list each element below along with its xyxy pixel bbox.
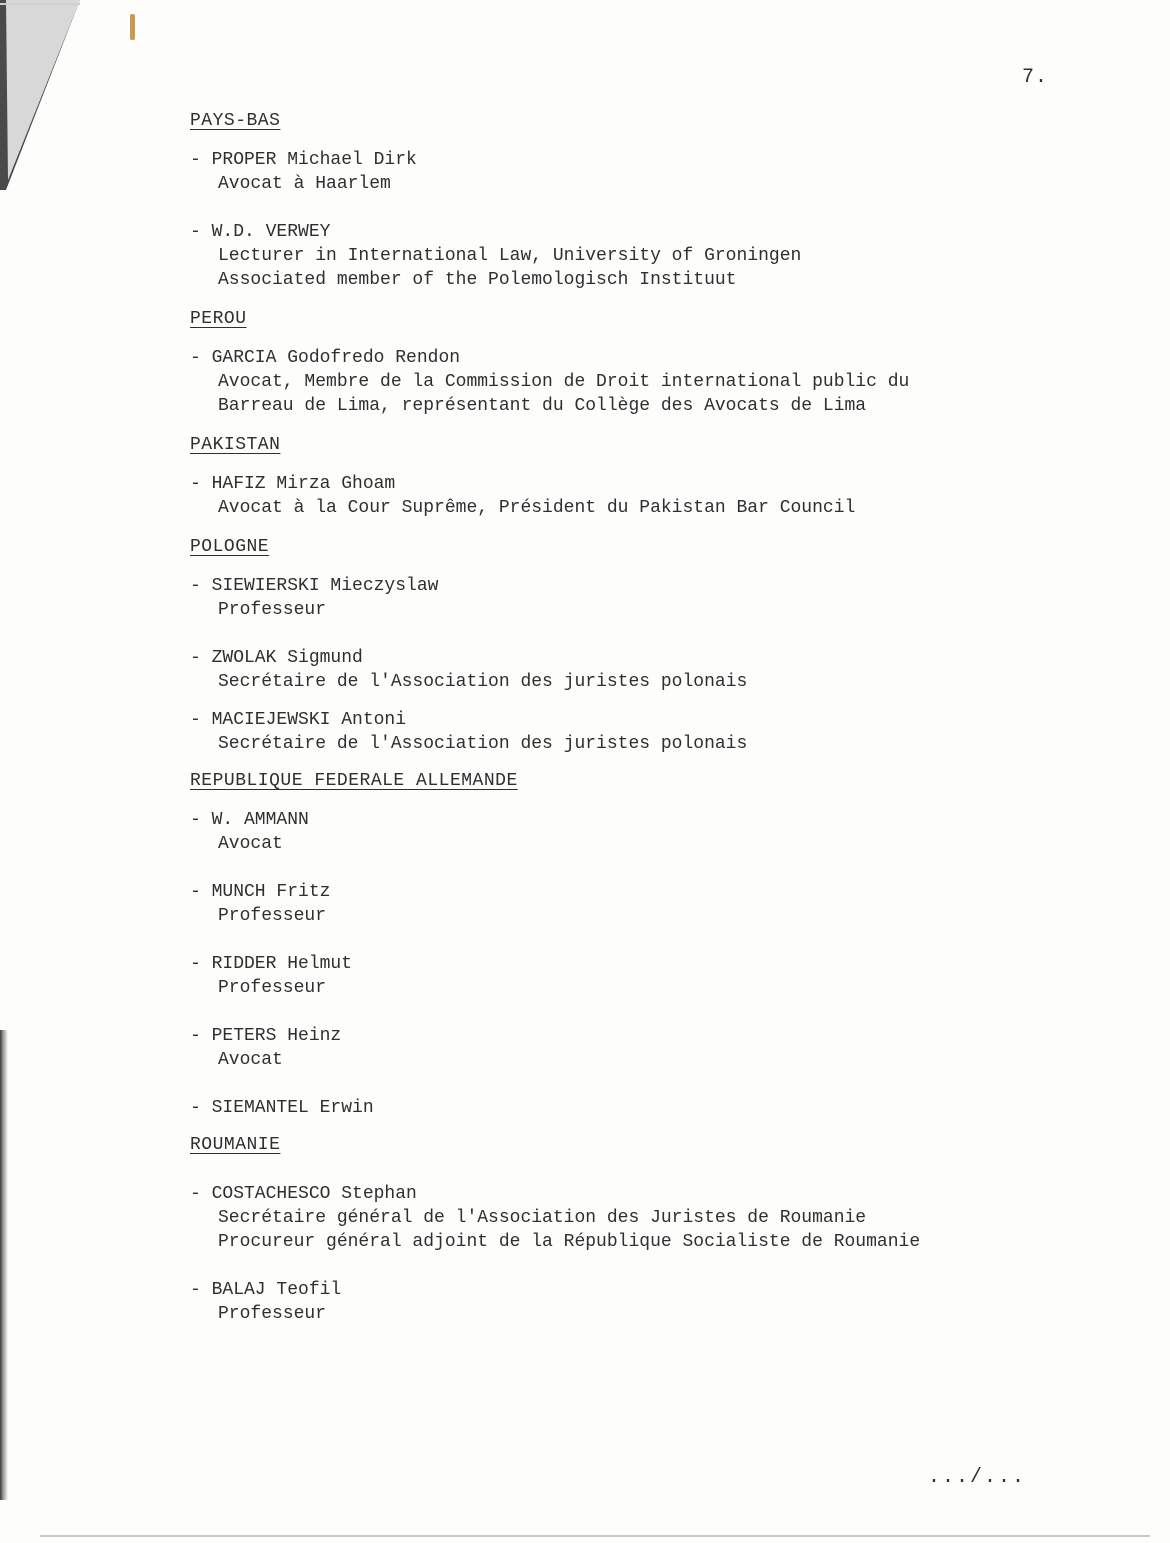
participant-title: Professeur <box>218 1304 327 1324</box>
list-item <box>190 472 1090 520</box>
list-item <box>190 708 1090 756</box>
staple-mark <box>130 14 135 40</box>
section-roumanie <box>190 1132 1090 1326</box>
participant-name: - GARCIA Godofredo Rendon <box>190 348 461 368</box>
participant-title: Professeur <box>218 906 327 926</box>
country-heading: REPUBLIQUE FEDERALE ALLEMANDE <box>190 771 518 791</box>
participant-title: Avocat à Haarlem <box>218 174 391 194</box>
section-pologne <box>190 534 1090 756</box>
participant-name: - SIEMANTEL Erwin <box>190 1098 374 1118</box>
participant-name: - PETERS Heinz <box>190 1026 342 1046</box>
list-item <box>190 808 1090 856</box>
list-item <box>190 220 1090 292</box>
participant-title: Professeur <box>218 978 327 998</box>
section-republique-federale-allemande <box>190 768 1090 1120</box>
participant-list <box>190 108 1090 1326</box>
list-item <box>190 148 1090 196</box>
list-item <box>190 1096 1090 1120</box>
list-item <box>190 646 1090 694</box>
participant-name: - COSTACHESCO Stephan <box>190 1184 417 1204</box>
participant-title: Avocat <box>218 1050 283 1070</box>
scan-shadow-wedge <box>0 0 80 200</box>
country-heading: POLOGNE <box>190 537 270 557</box>
participant-title: Avocat <box>218 834 283 854</box>
country-heading: PAYS-BAS <box>190 111 281 131</box>
section-perou <box>190 306 1090 418</box>
participant-name: - MUNCH Fritz <box>190 882 331 902</box>
page-number: 7. <box>1022 66 1049 89</box>
section-pays-bas <box>190 108 1090 292</box>
list-item <box>190 1182 1090 1254</box>
participant-title: Secrétaire de l'Association des juristes polonais <box>218 672 748 692</box>
participant-title: Secrétaire de l'Association des juristes polonais <box>218 734 748 754</box>
list-item <box>190 1278 1090 1326</box>
participant-title: Secrétaire général de l'Association des Juristes de Roumanie <box>218 1208 867 1228</box>
continuation-marker: .../... <box>928 1466 1027 1489</box>
list-item <box>190 952 1090 1000</box>
participant-title: Avocat, Membre de la Commission de Droit international public du <box>218 372 910 392</box>
participant-title: Associated member of the Polemologisch Instituut <box>218 270 737 290</box>
participant-title: Professeur <box>218 600 327 620</box>
participant-title: Lecturer in International Law, University of Groningen <box>218 246 802 266</box>
country-heading: PAKISTAN <box>190 435 281 455</box>
participant-name: - ZWOLAK Sigmund <box>190 648 363 668</box>
list-item <box>190 574 1090 622</box>
scan-bottom-line <box>40 1535 1150 1537</box>
participant-name: - W. AMMANN <box>190 810 309 830</box>
list-item <box>190 1024 1090 1072</box>
participant-name: - RIDDER Helmut <box>190 954 353 974</box>
participant-name: - W.D. VERWEY <box>190 222 331 242</box>
list-item <box>190 346 1090 418</box>
participant-name: - MACIEJEWSKI Antoni <box>190 710 407 730</box>
participant-title: Avocat à la Cour Suprême, Président du Pakistan Bar Council <box>218 498 856 518</box>
participant-name: - HAFIZ Mirza Ghoam <box>190 474 396 494</box>
participant-name: - BALAJ Teofil <box>190 1280 342 1300</box>
participant-title: Procureur général adjoint de la République Socialiste de Roumanie <box>218 1232 921 1252</box>
list-item <box>190 880 1090 928</box>
participant-title: Barreau de Lima, représentant du Collège des Avocats de Lima <box>218 396 867 416</box>
country-heading: ROUMANIE <box>190 1135 281 1155</box>
country-heading: PEROU <box>190 309 247 329</box>
participant-name: - SIEWIERSKI Mieczyslaw <box>190 576 439 596</box>
section-pakistan <box>190 432 1090 520</box>
participant-name: - PROPER Michael Dirk <box>190 150 417 170</box>
scan-left-edge <box>0 1030 8 1500</box>
